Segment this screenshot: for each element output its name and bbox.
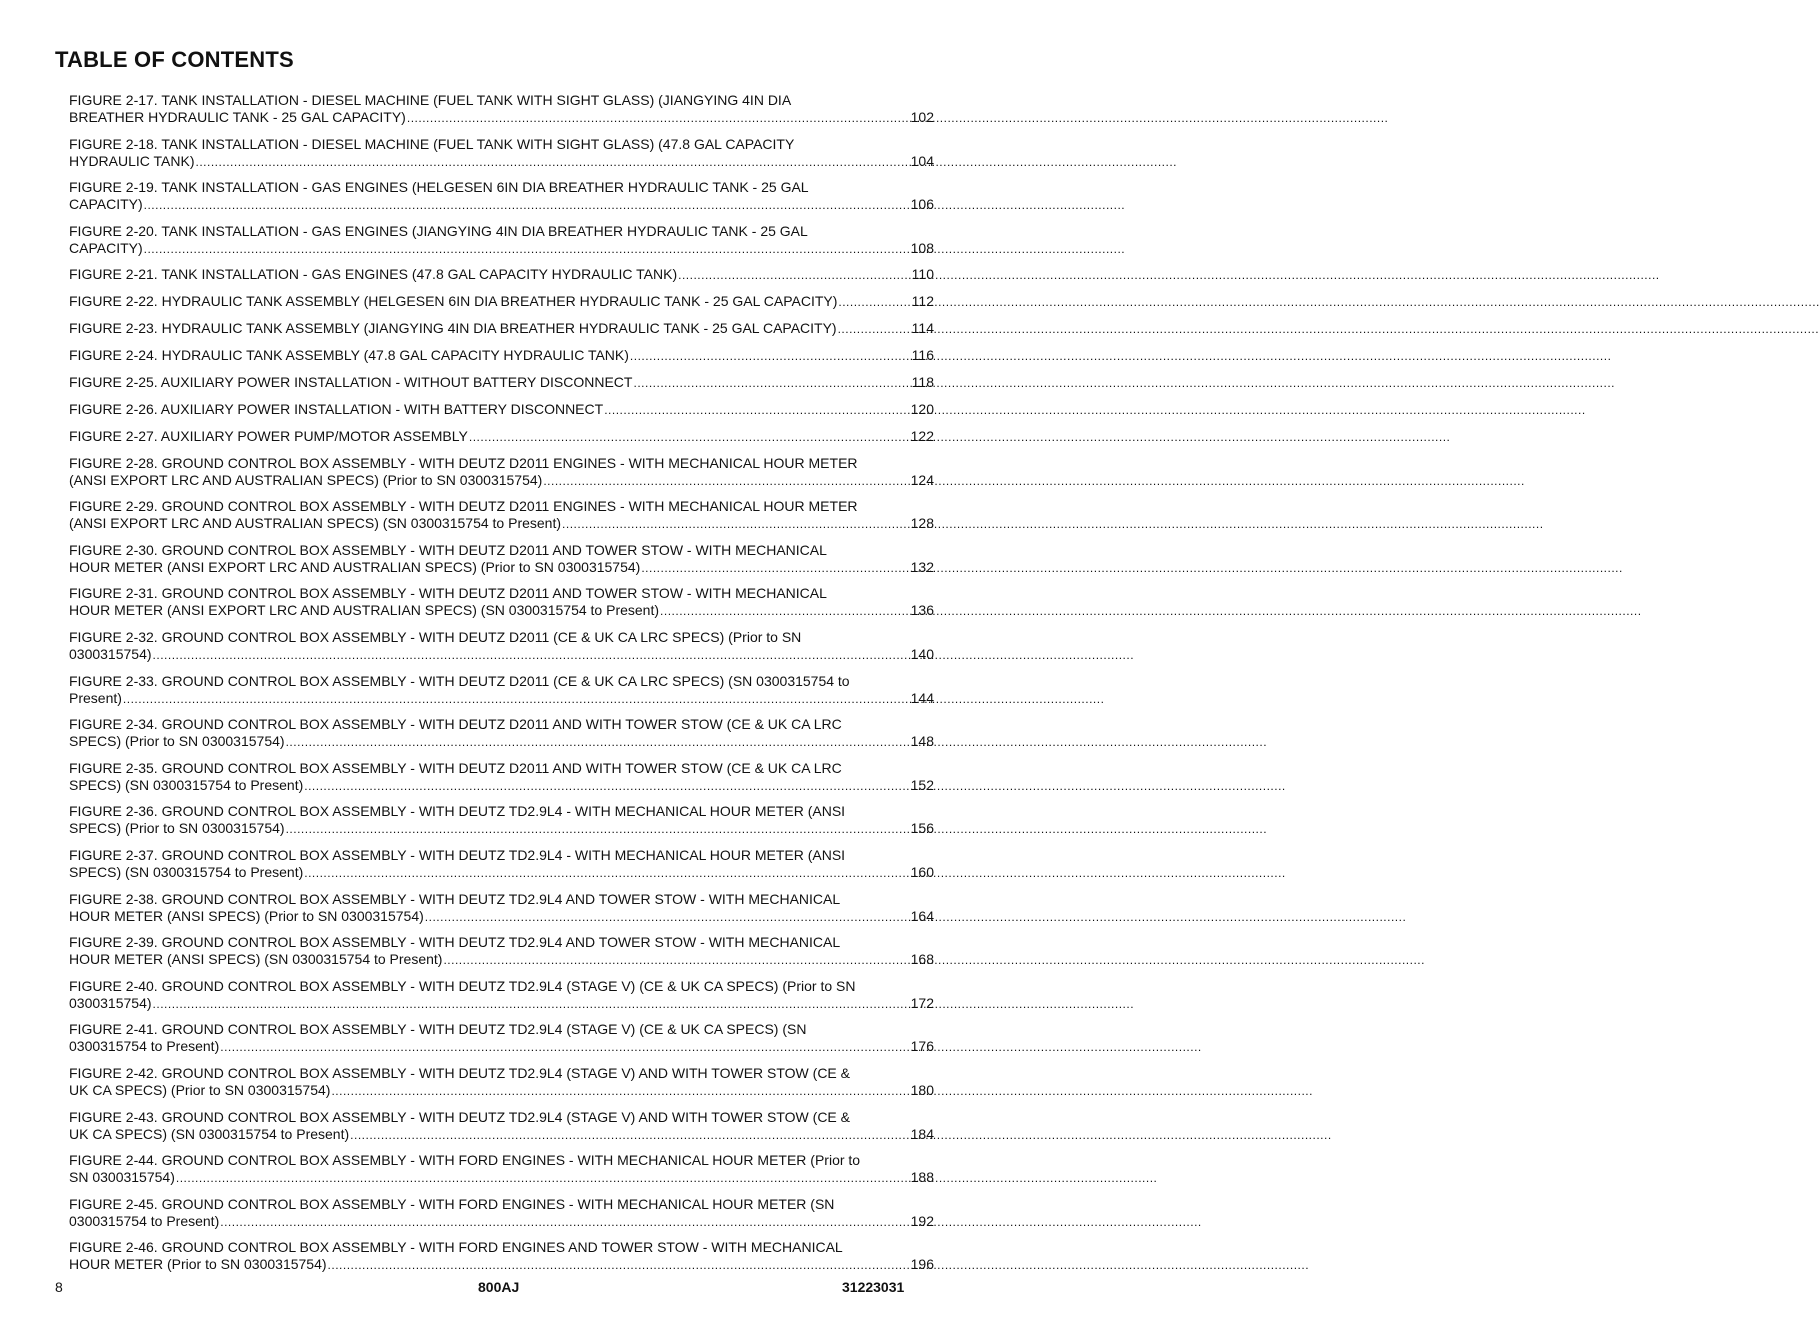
toc-entry-row [69, 472, 934, 490]
toc-entry-title-line1: FIGURE 2-18. TANK INSTALLATION - DIESEL MACHINE (FUEL TANK WITH SIGHT GLASS) (47.8 GAL CAPACITY [69, 135, 795, 152]
toc-entry-title-line2: UK CA SPECS) (Prior to SN 0300315754) [69, 1081, 331, 1098]
toc-entry-page[interactable]: 124 [910, 471, 934, 488]
toc-entry-title-line1: FIGURE 2-42. GROUND CONTROL BOX ASSEMBLY - WITH DEUTZ TD2.9L4 (STAGE V) AND WITH TOWER STOW (CE & [69, 1064, 850, 1081]
toc-entry-title-line2: Present) [69, 689, 122, 706]
toc-entry-row [69, 374, 934, 392]
toc-entry-title-line1: FIGURE 2-39. GROUND CONTROL BOX ASSEMBLY - WITH DEUTZ TD2.9L4 AND TOWER STOW - WITH MECHANICAL [69, 934, 841, 951]
toc-entry-row [69, 1213, 934, 1231]
toc-entry-page[interactable]: 114 [911, 320, 934, 337]
toc-entry-title-line1: FIGURE 2-31. GROUND CONTROL BOX ASSEMBLY - WITH DEUTZ D2011 AND TOWER STOW - WITH MECHANICAL [69, 585, 827, 602]
dot-leader [468, 429, 911, 446]
toc-entry-title-line1: FIGURE 2-44. GROUND CONTROL BOX ASSEMBLY - WITH FORD ENGINES - WITH MECHANICAL HOUR METER (Prior to [69, 1152, 861, 1169]
toc-entry[interactable] [69, 1196, 934, 1231]
toc-entry-title-line2: 0300315754) [69, 645, 152, 662]
dot-leader [152, 996, 911, 1013]
toc-entry-title-line2: BREATHER HYDRAULIC TANK - 25 GAL CAPACITY) [69, 109, 406, 125]
toc-entry[interactable] [69, 629, 934, 664]
toc-entry-title-line2: HOUR METER (ANSI SPECS) (Prior to SN 0300315754) [69, 907, 424, 924]
toc-entry-title-line2: SPECS) (Prior to SN 0300315754) [69, 733, 285, 750]
toc-entry[interactable] [69, 1109, 934, 1144]
toc-entry-row [69, 1256, 934, 1274]
toc-entry-page[interactable]: 176 [910, 1038, 934, 1055]
toc-entry-row [69, 240, 934, 258]
dot-leader [424, 909, 911, 926]
toc-entry-title-line1: FIGURE 2-35. GROUND CONTROL BOX ASSEMBLY - WITH DEUTZ D2011 AND WITH TOWER STOW (CE & UK CA LRC [69, 759, 842, 776]
dot-leader [219, 1039, 910, 1056]
toc-entry[interactable] [69, 293, 934, 311]
footer-model: 800AJ [478, 1279, 520, 1295]
dot-leader [327, 1257, 911, 1274]
toc-entry[interactable] [69, 542, 934, 577]
toc-entry-row [69, 428, 934, 446]
toc-entry-page[interactable]: 196 [910, 1256, 934, 1273]
toc-entry[interactable] [69, 847, 934, 882]
dot-leader [542, 473, 910, 490]
toc-entry-page[interactable]: 188 [910, 1169, 934, 1186]
toc-entry-row [69, 908, 934, 926]
dot-leader [640, 560, 910, 577]
toc-entry-title-line1: FIGURE 2-41. GROUND CONTROL BOX ASSEMBLY - WITH DEUTZ TD2.9L4 (STAGE V) (CE & UK CA SPECS) (SN [69, 1021, 807, 1038]
toc-entry-title-line1: FIGURE 2-20. TANK INSTALLATION - GAS ENGINES (JIANGYING 4IN DIA BREATHER HYDRAULIC TANK - 25 GAL [69, 222, 808, 239]
toc-entry-page[interactable]: 108 [910, 239, 934, 256]
toc-entry[interactable] [69, 320, 934, 338]
toc-entry-title-line1: FIGURE 2-46. GROUND CONTROL BOX ASSEMBLY - WITH FORD ENGINES AND TOWER STOW - WITH MECHANICAL [69, 1239, 843, 1256]
toc-entry-title-line2: 0300315754 to Present) [69, 1038, 220, 1055]
toc-entry[interactable] [69, 401, 934, 419]
toc-entry-page[interactable]: 164 [910, 907, 934, 924]
dot-leader [330, 1083, 910, 1100]
toc-entry-page[interactable]: 102 [910, 109, 934, 125]
dot-leader [219, 1214, 910, 1231]
toc-entry[interactable] [69, 1152, 934, 1187]
toc-entry-title-line2: FIGURE 2-22. HYDRAULIC TANK ASSEMBLY (HELGESEN 6IN DIA BREATHER HYDRAULIC TANK - 25 GAL CAPACITY) [69, 293, 838, 310]
toc-entry-page[interactable]: 140 [910, 645, 934, 662]
toc-entry-page[interactable]: 112 [911, 293, 934, 310]
page-title: TABLE OF CONTENTS [55, 47, 294, 72]
toc-entry-page[interactable]: 172 [910, 994, 934, 1011]
toc-entry-page[interactable]: 192 [910, 1212, 934, 1229]
toc-entry-page[interactable]: 104 [910, 152, 934, 169]
toc-entry-row [69, 1038, 934, 1056]
toc-entry-title-line1: FIGURE 2-43. GROUND CONTROL BOX ASSEMBLY - WITH DEUTZ TD2.9L4 (STAGE V) AND WITH TOWER STOW (CE & [69, 1108, 850, 1125]
toc-entry[interactable] [69, 455, 934, 490]
toc-entry[interactable] [69, 760, 934, 795]
toc-entry-page[interactable]: 148 [910, 733, 934, 750]
toc-entry-title-line2: FIGURE 2-21. TANK INSTALLATION - GAS ENGINES (47.8 GAL CAPACITY HYDRAULIC TANK) [69, 266, 678, 283]
toc-entry-title-line1: FIGURE 2-33. GROUND CONTROL BOX ASSEMBLY - WITH DEUTZ D2011 (CE & UK CA LRC SPECS) (SN 0300315754 to [69, 672, 850, 689]
toc-entry-title-line1: FIGURE 2-29. GROUND CONTROL BOX ASSEMBLY - WITH DEUTZ D2011 ENGINES - WITH MECHANICAL HOUR METER [69, 498, 858, 515]
toc-entry-page[interactable]: 128 [910, 515, 934, 532]
toc-entry-title-line1: FIGURE 2-28. GROUND CONTROL BOX ASSEMBLY - WITH DEUTZ D2011 ENGINES - WITH MECHANICAL HOUR METER [69, 454, 858, 471]
toc-entry-title-line1: FIGURE 2-40. GROUND CONTROL BOX ASSEMBLY - WITH DEUTZ TD2.9L4 (STAGE V) (CE & UK CA SPECS) (Prior to SN [69, 977, 856, 994]
toc-entry-row [69, 1169, 934, 1187]
toc-entry-page[interactable]: 110 [911, 266, 934, 283]
dot-leader [442, 952, 910, 969]
dot-leader [303, 778, 910, 795]
toc-entry-title-line2: SPECS) (Prior to SN 0300315754) [69, 820, 285, 837]
toc-entry[interactable] [69, 374, 934, 392]
toc-entry-row [69, 266, 934, 284]
toc-entry-row [69, 401, 934, 419]
toc-entry-title-line2: HOUR METER (ANSI EXPORT LRC AND AUSTRALIAN SPECS) (SN 0300315754 to Present) [69, 602, 660, 619]
toc-entry[interactable] [69, 428, 934, 446]
toc-entry[interactable] [69, 1065, 934, 1100]
dot-leader [303, 865, 910, 882]
dot-leader [122, 691, 911, 708]
toc-entry-row [69, 646, 934, 664]
toc-entry-title-line2: (ANSI EXPORT LRC AND AUSTRALIAN SPECS) (SN 0300315754 to Present) [69, 515, 562, 532]
dot-leader [143, 197, 911, 214]
toc-entry[interactable] [69, 347, 934, 365]
toc-entry[interactable] [69, 179, 934, 214]
toc-entry[interactable] [69, 92, 934, 127]
toc-list [69, 92, 934, 1283]
dot-leader [143, 241, 911, 258]
toc-entry-title-line2: FIGURE 2-27. AUXILIARY POWER PUMP/MOTOR ASSEMBLY [69, 427, 468, 444]
dot-leader [837, 321, 912, 338]
toc-entry-title-line2: SN 0300315754) [69, 1169, 175, 1186]
toc-entry-page[interactable]: 116 [911, 347, 934, 364]
toc-entry[interactable] [69, 498, 934, 533]
toc-entry-page[interactable]: 132 [910, 558, 934, 575]
toc-entry-row [69, 196, 934, 214]
dot-leader [632, 375, 911, 392]
toc-entry-title-line2: UK CA SPECS) (SN 0300315754 to Present) [69, 1125, 350, 1142]
toc-entry-row [69, 690, 934, 708]
dot-leader [659, 603, 911, 620]
toc-entry-title-line1: FIGURE 2-32. GROUND CONTROL BOX ASSEMBLY - WITH DEUTZ D2011 (CE & UK CA LRC SPECS) (Prior to SN [69, 628, 802, 645]
toc-entry-row [69, 1082, 934, 1100]
toc-entry-title-line2: CAPACITY) [69, 239, 143, 256]
toc-entry-title-line2: FIGURE 2-23. HYDRAULIC TANK ASSEMBLY (JIANGYING 4IN DIA BREATHER HYDRAULIC TANK - 25 GAL CAPACITY) [69, 320, 837, 337]
toc-entry-page[interactable]: 122 [910, 427, 934, 444]
toc-entry-title-line2: HOUR METER (ANSI SPECS) (SN 0300315754 to Present) [69, 951, 443, 968]
toc-entry-page[interactable]: 184 [910, 1125, 934, 1142]
toc-entry-row [69, 820, 934, 838]
dot-leader [349, 1127, 910, 1144]
dot-leader [195, 154, 911, 171]
toc-entry[interactable] [69, 673, 934, 708]
dot-leader [406, 110, 911, 127]
toc-entry-page[interactable]: 160 [910, 863, 934, 880]
toc-entry[interactable] [69, 716, 934, 751]
toc-entry-title-line1: FIGURE 2-37. GROUND CONTROL BOX ASSEMBLY - WITH DEUTZ TD2.9L4 - WITH MECHANICAL HOUR METER (ANSI [69, 846, 846, 863]
toc-entry-row [69, 515, 934, 533]
toc-entry-row [69, 951, 934, 969]
toc-entry-row [69, 347, 934, 365]
toc-entry-title-line2: CAPACITY) [69, 196, 143, 213]
toc-entry-title-line2: SPECS) (SN 0300315754 to Present) [69, 863, 304, 880]
toc-entry[interactable] [69, 1021, 934, 1056]
toc-entry-row [69, 995, 934, 1013]
footer-doc-number: 31223031 [842, 1279, 905, 1295]
toc-entry-title-line1: FIGURE 2-19. TANK INSTALLATION - GAS ENGINES (HELGESEN 6IN DIA BREATHER HYDRAULIC TANK - 25 GAL [69, 179, 809, 196]
toc-entry[interactable] [69, 585, 934, 620]
toc-entry[interactable] [69, 934, 934, 969]
toc-entry-title-line2: HYDRAULIC TANK) [69, 152, 195, 169]
toc-entry-title-line1: FIGURE 2-45. GROUND CONTROL BOX ASSEMBLY - WITH FORD ENGINES - WITH MECHANICAL HOUR METER (SN [69, 1195, 835, 1212]
toc-entry-page[interactable]: 168 [910, 951, 934, 968]
toc-entry-row [69, 153, 934, 171]
footer-page-number: 8 [55, 1279, 63, 1295]
toc-entry-title-line2: (ANSI EXPORT LRC AND AUSTRALIAN SPECS) (Prior to SN 0300315754) [69, 471, 543, 488]
toc-entry-title-line1: FIGURE 2-17. TANK INSTALLATION - DIESEL MACHINE (FUEL TANK WITH SIGHT GLASS) (JIANGYING 4IN DIA [69, 92, 792, 108]
dot-leader [285, 734, 911, 751]
toc-entry-row [69, 320, 934, 338]
toc-entry-page[interactable]: 144 [910, 689, 934, 706]
toc-entry-title-line1: FIGURE 2-36. GROUND CONTROL BOX ASSEMBLY - WITH DEUTZ TD2.9L4 - WITH MECHANICAL HOUR METER (ANSI [69, 803, 846, 820]
toc-entry-title-line2: SPECS) (SN 0300315754 to Present) [69, 776, 304, 793]
dot-leader [175, 1170, 911, 1187]
toc-entry[interactable] [69, 136, 934, 171]
toc-entry[interactable] [69, 266, 934, 284]
toc-entry-page[interactable]: 106 [910, 196, 934, 213]
toc-entry-row [69, 559, 934, 577]
toc-entry-title-line1: FIGURE 2-38. GROUND CONTROL BOX ASSEMBLY - WITH DEUTZ TD2.9L4 AND TOWER STOW - WITH MECHANICAL [69, 890, 841, 907]
toc-entry-title-line1: FIGURE 2-34. GROUND CONTROL BOX ASSEMBLY - WITH DEUTZ D2011 AND WITH TOWER STOW (CE & UK CA LRC [69, 716, 842, 733]
toc-entry[interactable] [69, 223, 934, 258]
toc-entry-page[interactable]: 120 [910, 400, 934, 417]
toc-entry-row [69, 864, 934, 882]
toc-entry-page[interactable]: 180 [910, 1081, 934, 1098]
toc-entry-row [69, 293, 934, 311]
page-footer [0, 1279, 1024, 1301]
dot-leader [629, 348, 912, 365]
dot-leader [152, 647, 911, 664]
toc-entry-row [69, 733, 934, 751]
toc-entry[interactable] [69, 1239, 934, 1274]
toc-entry-row [69, 1126, 934, 1144]
dot-leader [837, 294, 911, 311]
dot-leader [285, 821, 911, 838]
dot-leader [561, 516, 911, 533]
toc-entry-title-line2: FIGURE 2-26. AUXILIARY POWER INSTALLATION - WITH BATTERY DISCONNECT [69, 400, 604, 417]
toc-entry-page[interactable]: 152 [910, 776, 934, 793]
toc-entry[interactable] [69, 803, 934, 838]
dot-leader [603, 402, 910, 419]
toc-entry-page[interactable]: 118 [911, 373, 934, 390]
toc-entry-row [69, 109, 934, 127]
toc-entry-title-line2: FIGURE 2-25. AUXILIARY POWER INSTALLATION - WITHOUT BATTERY DISCONNECT [69, 373, 633, 390]
toc-entry[interactable] [69, 978, 934, 1013]
toc-entry-title-line2: 0300315754) [69, 994, 152, 1011]
toc-entry[interactable] [69, 891, 934, 926]
dot-leader [677, 267, 912, 284]
toc-entry-page[interactable]: 136 [910, 602, 934, 619]
toc-entry-title-line2: HOUR METER (ANSI EXPORT LRC AND AUSTRALIAN SPECS) (Prior to SN 0300315754) [69, 558, 641, 575]
toc-entry-title-line2: 0300315754 to Present) [69, 1212, 220, 1229]
toc-entry-title-line2: FIGURE 2-24. HYDRAULIC TANK ASSEMBLY (47.8 GAL CAPACITY HYDRAULIC TANK) [69, 347, 629, 364]
toc-entry-row [69, 602, 934, 620]
toc-entry-title-line2: HOUR METER (Prior to SN 0300315754) [69, 1256, 327, 1273]
toc-entry-page[interactable]: 156 [910, 820, 934, 837]
toc-entry-title-line1: FIGURE 2-30. GROUND CONTROL BOX ASSEMBLY - WITH DEUTZ D2011 AND TOWER STOW - WITH MECHANICAL [69, 541, 827, 558]
toc-entry-row [69, 777, 934, 795]
